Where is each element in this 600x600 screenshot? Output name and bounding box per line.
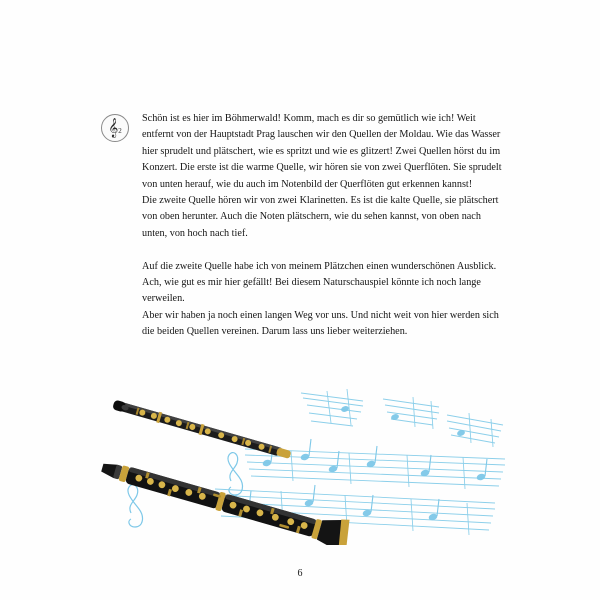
track-marker-badge — [101, 114, 129, 142]
paragraph-3: Auf die zweite Quelle habe ich von meinem Plätzchen einen wunderschönen Ausblick. Ach, wie gut es mir hier gefällt! Bei diesem Naturschauspiel könnte ich noch lange verweilen. — [142, 260, 497, 305]
paragraph-1: Schön ist es hier im Böhmerwald! Komm, mach es dir so gemütlich wie ich! Weit entfernt von der Hauptstadt Prag lauschen wir den Quellen der Moldau. Wie das Wasser hier sprudelt und plätschert, wie es spritzt und wie es glitzert! Zwei Quellen hörst du im Konzert. Die erste ist die warme Quelle, wir hören sie von zwei Querflöten. Sie sprudelt von unten herauf, wie du auch im Notenbild der Querflöten gut erkennen kannst! — [142, 113, 502, 190]
body-text — [142, 111, 502, 341]
track-number-label: 2 — [118, 126, 122, 135]
paragraph-2: Die zweite Quelle hören wir von zwei Klarinetten. Es ist die kalte Quelle, sie plätschert von oben herunter. Auch die Noten plätschern, wie du sehen kannst, von oben nach unten, von hoch nach tief. — [142, 195, 499, 239]
treble-clef-icon: 𝄞 — [108, 117, 119, 137]
page-number: 6 — [297, 568, 303, 579]
illustration-area — [95, 385, 515, 545]
flute-illustration — [112, 399, 292, 460]
paragraph-4: Aber wir haben ja noch einen langen Weg vor uns. Und nicht weit von hier werden sich die beiden Quellen vereinen. Darum lass uns lieber weiterziehen. — [142, 309, 499, 338]
